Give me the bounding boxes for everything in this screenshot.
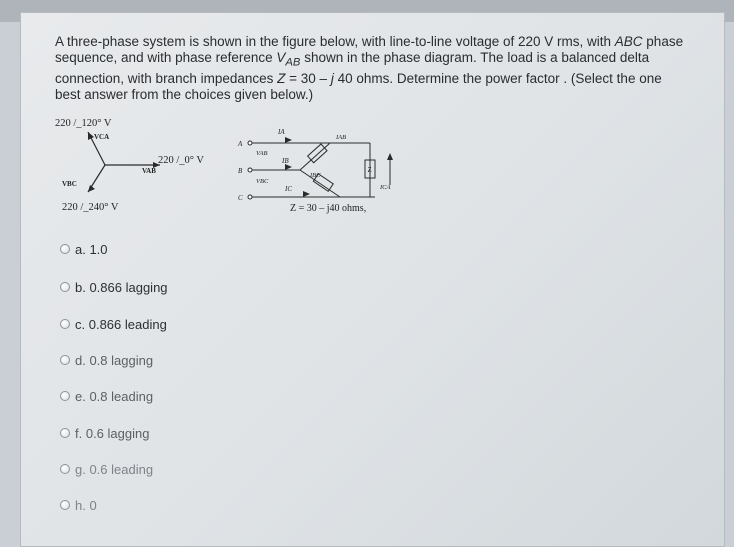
vbc-circuit-label: VBC — [256, 178, 269, 185]
choice-label: b. 0.866 lagging — [75, 279, 168, 295]
radio-icon[interactable] — [60, 464, 70, 474]
node-b-label: B — [238, 167, 243, 175]
question-part: V — [276, 50, 286, 65]
question-part: = 30 – — [285, 70, 331, 86]
question-part: Z — [277, 70, 286, 86]
impedance-label: Z = 30 – j40 ohms, — [290, 203, 367, 214]
radio-icon[interactable] — [60, 355, 70, 365]
choice-label: h. 0 — [75, 497, 97, 513]
vbc-value-label: 220 /_240° V — [62, 202, 119, 213]
choice-label: e. 0.8 leading — [75, 388, 154, 404]
vca-symbol: VCA — [94, 133, 110, 141]
choice-f[interactable] — [60, 424, 149, 442]
ia-label: IA — [278, 128, 285, 136]
choice-e[interactable] — [60, 387, 153, 405]
choice-label: d. 0.8 lagging — [75, 352, 154, 368]
vab-circuit-label: VAB — [256, 150, 268, 157]
question-part: 40 ohms. Determine the power factor . (Select the one best answer from the choices given below.) — [55, 70, 662, 102]
ica-label: ICA — [380, 184, 391, 191]
node-c-label: C — [238, 194, 243, 202]
question-part: ABC — [614, 34, 643, 49]
choice-b[interactable] — [60, 278, 168, 296]
iab-label: IAB — [336, 134, 347, 141]
vab-value-label: 220 /_0° V — [158, 155, 205, 166]
ib-label: IB — [282, 157, 289, 165]
radio-icon[interactable] — [60, 244, 70, 254]
choice-label: g. 0.6 leading — [75, 461, 154, 477]
choice-d[interactable] — [60, 351, 153, 369]
ibc-label: IBC — [310, 172, 321, 179]
vbc-symbol: VBC — [62, 180, 77, 188]
question-text — [55, 34, 685, 103]
circuit-diagram — [230, 125, 410, 215]
choice-label: a. 1.0 — [75, 241, 108, 257]
radio-icon[interactable] — [60, 428, 70, 438]
phasor-diagram — [50, 110, 230, 215]
choice-c[interactable] — [60, 315, 167, 333]
radio-icon[interactable] — [60, 391, 70, 401]
choice-g[interactable] — [60, 460, 153, 478]
radio-icon[interactable] — [60, 319, 70, 329]
radio-icon[interactable] — [60, 500, 70, 510]
choice-h[interactable] — [60, 496, 97, 514]
radio-icon[interactable] — [60, 282, 70, 292]
choice-label: f. 0.6 lagging — [75, 425, 150, 441]
choice-label: c. 0.866 leading — [75, 316, 167, 332]
choice-a[interactable] — [60, 240, 108, 258]
ic-label: IC — [285, 185, 292, 193]
question-part: A three-phase system is shown in the figure below, with line-to-line voltage of 220 V rms, with — [55, 34, 615, 49]
node-a-label: A — [238, 140, 243, 148]
question-part: j — [330, 70, 334, 86]
vca-value-label: 220 /_120° V — [55, 118, 112, 129]
question-part: shown in the phase diagram. The load is a balanced delta connection, with branch impedances — [55, 50, 650, 86]
question-part: AB — [285, 56, 301, 69]
question-part: phase sequence, and with phase reference — [55, 34, 684, 65]
vab-symbol: VAB — [142, 167, 156, 175]
z-label: Z — [367, 166, 372, 174]
